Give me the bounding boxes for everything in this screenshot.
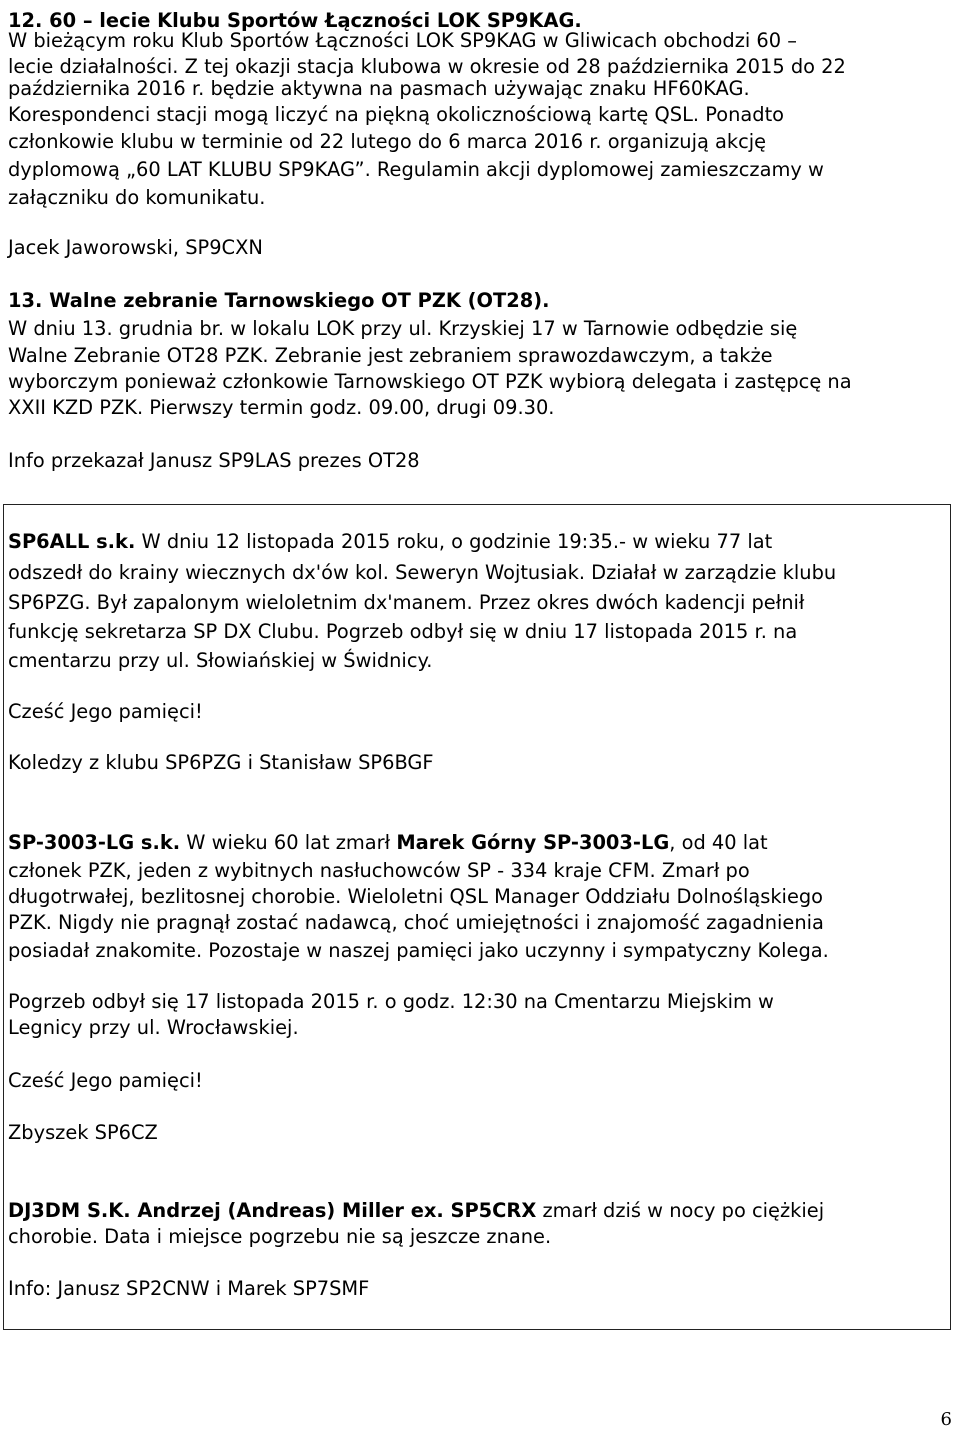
text-span: , od 40 lat <box>669 831 768 854</box>
text-line: odszedł do krainy wiecznych dx'ów kol. Seweryn Wojtusiak. Działał w zarządzie klubu <box>8 561 837 584</box>
text-line: Korespondenci stacji mogą liczyć na piękną okolicznościową kartę QSL. Ponadto <box>8 103 785 126</box>
section-12-title: 12. 60 – lecie Klubu Sportów Łączności LOK SP9KAG. <box>8 9 582 32</box>
honor-line: Cześć Jego pamięci! <box>8 1069 203 1092</box>
info-line: Info: Janusz SP2CNW i Marek SP7SMF <box>8 1277 370 1300</box>
text-line: funkcję sekretarza SP DX Clubu. Pogrzeb odbył się w dniu 17 listopada 2015 r. na <box>8 620 798 643</box>
signature: Zbyszek SP6CZ <box>8 1121 158 1144</box>
text-line: wyborczym ponieważ członkowie Tarnowskiego OT PZK wybiorą delegata i zastępcę na <box>8 370 852 393</box>
obituary-heading: DJ3DM S.K. Andrzej (Andreas) Miller ex. SP5CRX <box>8 1199 537 1222</box>
callsign: SP6ALL s.k. <box>8 530 136 553</box>
page-number: 6 <box>940 1409 952 1430</box>
info-line: Info przekazał Janusz SP9LAS prezes OT28 <box>8 449 420 472</box>
text-line: Walne Zebranie OT28 PZK. Zebranie jest zebraniem sprawozdawczym, a także <box>8 344 773 367</box>
callsign: SP-3003-LG s.k. <box>8 831 181 854</box>
signature: Jacek Jaworowski, SP9CXN <box>8 236 263 259</box>
text-line: października 2016 r. będzie aktywna na pasmach używając znaku HF60KAG. <box>8 77 750 100</box>
text-line: Pogrzeb odbył się 17 listopada 2015 r. o godz. 12:30 na Cmentarzu Miejskim w <box>8 990 774 1013</box>
section-13-title: 13. Walne zebranie Tarnowskiego OT PZK (OT28). <box>8 289 550 312</box>
text-span: W dniu 12 listopada 2015 roku, o godzinie 19:35.- w wieku 77 lat <box>135 530 773 553</box>
text-line <box>8 828 768 858</box>
text-line: cmentarzu przy ul. Słowiańskiej w Świdnicy. <box>8 649 433 672</box>
text-line: W bieżącym roku Klub Sportów Łączności LOK SP9KAG w Gliwicach obchodzi 60 – <box>8 29 797 52</box>
text-line: posiadał znakomite. Pozostaje w naszej pamięci jako uczynny i sympatyczny Kolega. <box>8 939 829 962</box>
text-line: lecie działalności. Z tej okazji stacja klubowa w okresie od 28 października 2015 do 22 <box>8 55 846 78</box>
text-line <box>8 527 772 557</box>
text-line: SP6PZG. Był zapalonym wieloletnim dx'manem. Przez okres dwóch kadencji pełnił <box>8 591 805 614</box>
text-line: XXII KZD PZK. Pierwszy termin godz. 09.00, drugi 09.30. <box>8 396 555 419</box>
text-line: załączniku do komunikatu. <box>8 186 266 209</box>
text-line: dyplomową „60 LAT KLUBU SP9KAG”. Regulamin akcji dyplomowej zamieszczamy w <box>8 158 824 181</box>
text-line: Legnicy przy ul. Wrocławskiej. <box>8 1016 299 1039</box>
text-span: zmarł dziś w nocy po ciężkiej <box>536 1199 825 1222</box>
honor-line: Cześć Jego pamięci! <box>8 700 203 723</box>
person-name: Marek Górny SP-3003-LG <box>396 831 670 854</box>
text-line: członek PZK, jeden z wybitnych nasłuchowców SP - 334 kraje CFM. Zmarł po <box>8 859 750 882</box>
text-line: chorobie. Data i miejsce pogrzebu nie są jeszcze znane. <box>8 1225 552 1248</box>
text-line: W dniu 13. grudnia br. w lokalu LOK przy ul. Krzyskiej 17 w Tarnowie odbędzie się <box>8 317 798 340</box>
signature: Koledzy z klubu SP6PZG i Stanisław SP6BGF <box>8 751 434 774</box>
text-line: członkowie klubu w terminie od 22 lutego do 6 marca 2016 r. organizują akcję <box>8 130 767 153</box>
text-line: długotrwałej, bezlitosnej chorobie. Wieloletni QSL Manager Oddziału Dolnośląskiego <box>8 885 824 908</box>
text-span: W wieku 60 lat zmarł <box>180 831 397 854</box>
text-line: PZK. Nigdy nie pragnął zostać nadawcą, choć umiejętności i znajomość zagadnienia <box>8 911 824 934</box>
